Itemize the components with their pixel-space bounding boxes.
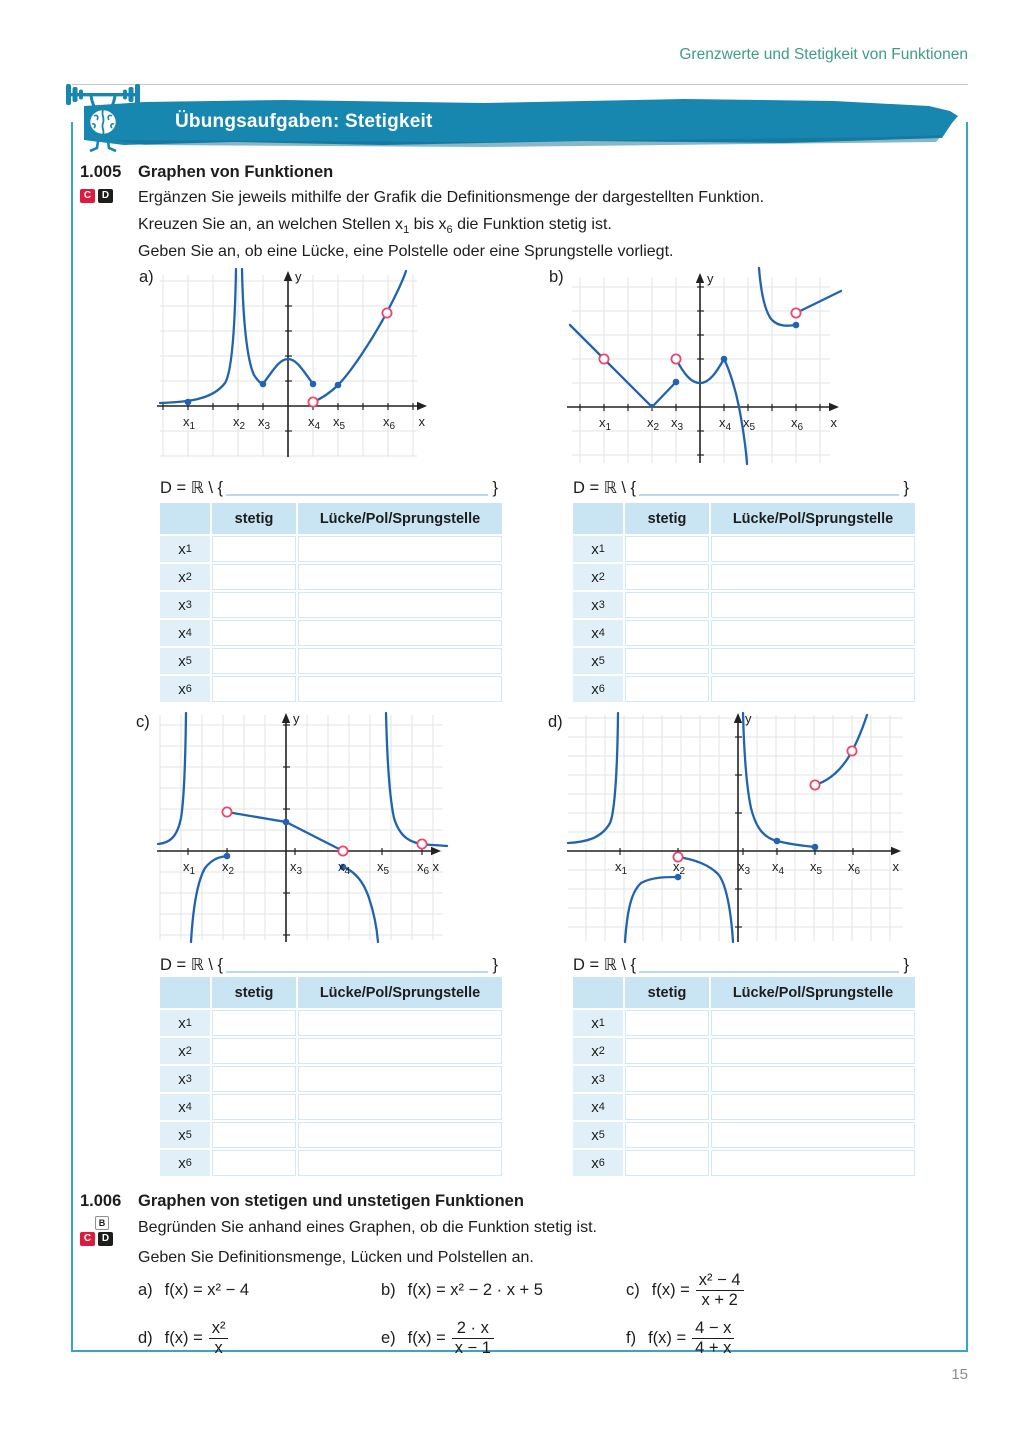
table-row bbox=[160, 564, 502, 590]
row-label: x 1 bbox=[573, 1010, 623, 1036]
function-graph-a bbox=[155, 265, 440, 465]
open-point bbox=[222, 807, 231, 816]
answer-cell-type[interactable] bbox=[298, 564, 502, 590]
formula-item-b bbox=[381, 1281, 626, 1300]
definition-set-line: D = ℝ \ { } bbox=[573, 478, 909, 497]
function-curve bbox=[570, 325, 676, 407]
open-point bbox=[338, 846, 347, 855]
formula-item-d bbox=[138, 1320, 381, 1358]
row-label: x 2 bbox=[160, 564, 210, 590]
table-header-row bbox=[160, 503, 502, 534]
instruction-line: Geben Sie an, ob eine Lücke, eine Polstelle oder eine Sprungstelle vorliegt. bbox=[138, 243, 674, 260]
row-label: x 3 bbox=[160, 592, 210, 618]
table-row bbox=[573, 1066, 915, 1092]
x-tick-label: $x_1$ bbox=[599, 415, 612, 433]
row-label: x 5 bbox=[160, 1122, 210, 1148]
row-label: x 6 bbox=[573, 1150, 623, 1176]
fraction: $\frac{\text{x² − 4}}{x + 2}$ bbox=[696, 1272, 744, 1310]
answer-cell-stetig[interactable] bbox=[625, 1094, 709, 1120]
function-curve bbox=[796, 291, 841, 313]
row-label: x 4 bbox=[573, 620, 623, 646]
graph-d-label: d) bbox=[548, 713, 563, 731]
answer-cell-stetig[interactable] bbox=[625, 1038, 709, 1064]
table-row bbox=[160, 1150, 502, 1176]
brain-weightlifter-icon bbox=[60, 80, 146, 162]
open-point bbox=[810, 780, 819, 789]
filled-point bbox=[335, 382, 342, 389]
table-row bbox=[573, 1122, 915, 1148]
formula-expression: f(x) = bbox=[651, 1281, 690, 1300]
x-tick-label: $x_1$ bbox=[183, 859, 196, 877]
function-curve bbox=[743, 713, 815, 847]
answer-cell-type[interactable] bbox=[711, 1150, 915, 1176]
answer-cell-stetig[interactable] bbox=[212, 676, 296, 702]
formula-item-f bbox=[626, 1320, 856, 1358]
table-row bbox=[573, 1038, 915, 1064]
table-row bbox=[573, 676, 915, 702]
badge-d: D bbox=[98, 1232, 113, 1246]
table-header-row bbox=[573, 977, 915, 1008]
formula-expression: f(x) = x² − 4 bbox=[164, 1281, 250, 1300]
function-curve bbox=[242, 269, 313, 384]
x-tick-label: $x_6$ bbox=[417, 859, 430, 877]
table-row bbox=[160, 1094, 502, 1120]
formula-label: b) bbox=[381, 1281, 396, 1300]
table-header-cell bbox=[160, 977, 210, 1008]
filled-point bbox=[673, 379, 680, 386]
answer-cell-type[interactable] bbox=[298, 1038, 502, 1064]
row-label: x 5 bbox=[573, 648, 623, 674]
y-axis-label: y bbox=[295, 269, 302, 284]
answer-cell-stetig[interactable] bbox=[212, 1150, 296, 1176]
x-tick-label: $x_4$ bbox=[338, 859, 351, 877]
table-header-cell: stetig bbox=[212, 503, 296, 534]
difficulty-badges bbox=[80, 185, 116, 203]
answer-table-a bbox=[160, 503, 502, 704]
x-tick-label: $x_1$ bbox=[183, 414, 196, 432]
open-point bbox=[671, 354, 680, 363]
table-row bbox=[160, 1122, 502, 1148]
table-row bbox=[160, 676, 502, 702]
y-axis-label: y bbox=[293, 711, 300, 726]
table-row bbox=[160, 592, 502, 618]
filled-point bbox=[310, 381, 317, 388]
x-tick-label: $x_2$ bbox=[233, 414, 246, 432]
table-header-cell bbox=[160, 503, 210, 534]
definition-set-line: D = ℝ \ { } bbox=[573, 955, 909, 974]
x-tick-label: $x_6$ bbox=[791, 415, 804, 433]
definition-set-line: D = ℝ \ { } bbox=[160, 955, 498, 974]
formula-label: a) bbox=[138, 1281, 153, 1300]
answer-cell-type[interactable] bbox=[711, 1010, 915, 1036]
function-curve bbox=[568, 713, 618, 843]
x-tick-label: $x_6$ bbox=[848, 859, 861, 877]
x-axis-label: x bbox=[892, 859, 899, 874]
row-label: x 6 bbox=[160, 1150, 210, 1176]
x-tick-label: $x_5$ bbox=[743, 415, 756, 433]
answer-table-c bbox=[160, 977, 502, 1178]
filled-point bbox=[185, 399, 192, 406]
x-tick-label: $x_5$ bbox=[333, 414, 346, 432]
table-header-cell: stetig bbox=[625, 503, 709, 534]
formula-label: c) bbox=[626, 1281, 640, 1300]
table-header-cell bbox=[573, 503, 623, 534]
answer-cell-stetig[interactable] bbox=[212, 1122, 296, 1148]
formula-label: d) bbox=[138, 1328, 153, 1347]
x-tick-label: $x_5$ bbox=[377, 859, 390, 877]
formula-label: f) bbox=[626, 1328, 637, 1347]
function-curve bbox=[676, 359, 747, 464]
formula-expression: f(x) = x² − 2 · x + 5 bbox=[407, 1281, 543, 1300]
answer-cell-stetig[interactable] bbox=[212, 1010, 296, 1036]
formula-item-e bbox=[381, 1320, 626, 1358]
row-label: x 2 bbox=[573, 564, 623, 590]
x-tick-label: $x_6$ bbox=[383, 414, 396, 432]
row-label: x 2 bbox=[573, 1038, 623, 1064]
table-row bbox=[573, 1010, 915, 1036]
definition-set-blank[interactable] bbox=[639, 477, 899, 496]
row-label: x 4 bbox=[573, 1094, 623, 1120]
function-graph-d bbox=[565, 710, 915, 945]
exercise-title: Graphen von stetigen und unstetigen Funktionen bbox=[138, 1192, 524, 1210]
exercise-title: Graphen von Funktionen bbox=[138, 163, 334, 181]
row-label: x 1 bbox=[160, 536, 210, 562]
row-label: x 3 bbox=[573, 592, 623, 618]
answer-cell-type[interactable] bbox=[711, 620, 915, 646]
table-header-cell: Lücke/Pol/Sprungstelle bbox=[711, 503, 915, 534]
answer-cell-type[interactable] bbox=[711, 1066, 915, 1092]
formula-item-c bbox=[626, 1272, 856, 1310]
x-tick-label: $x_2$ bbox=[673, 859, 686, 877]
banner-title: Übungsaufgaben: Stetigkeit bbox=[175, 111, 433, 132]
definition-set-blank[interactable] bbox=[639, 954, 899, 973]
table-header-cell bbox=[573, 977, 623, 1008]
row-label: x 1 bbox=[573, 536, 623, 562]
answer-cell-type[interactable] bbox=[298, 1122, 502, 1148]
x-axis-label: x bbox=[830, 415, 837, 430]
table-row bbox=[573, 1094, 915, 1120]
definition-set-suffix: } bbox=[492, 478, 498, 497]
table-row bbox=[573, 1150, 915, 1176]
answer-cell-type[interactable] bbox=[711, 592, 915, 618]
answer-cell-type[interactable] bbox=[298, 1094, 502, 1120]
row-label: x 3 bbox=[160, 1066, 210, 1092]
function-graph-c bbox=[155, 710, 450, 945]
badge-c: C bbox=[80, 189, 95, 203]
open-point bbox=[382, 308, 391, 317]
exercise-number: 1.005 bbox=[80, 163, 122, 181]
table-row bbox=[573, 592, 915, 618]
definition-set-blank[interactable] bbox=[226, 477, 488, 496]
function-curve bbox=[386, 713, 447, 846]
filled-point bbox=[721, 356, 728, 363]
y-axis-label: y bbox=[745, 711, 752, 726]
formula-expression: f(x) = bbox=[164, 1328, 203, 1347]
x-tick-label: $x_4$ bbox=[308, 414, 321, 432]
answer-cell-stetig[interactable] bbox=[625, 536, 709, 562]
definition-set-prefix: D = ℝ \ { bbox=[160, 478, 224, 497]
answer-cell-stetig[interactable] bbox=[625, 1122, 709, 1148]
badge-b: B bbox=[95, 1213, 112, 1231]
table-header-row bbox=[573, 503, 915, 534]
x-tick-label: $x_5$ bbox=[810, 859, 823, 877]
answer-cell-stetig[interactable] bbox=[212, 620, 296, 646]
formula-expression: f(x) = bbox=[648, 1328, 687, 1347]
row-label: x 6 bbox=[573, 676, 623, 702]
table-header-cell: Lücke/Pol/Sprungstelle bbox=[298, 977, 502, 1008]
answer-cell-stetig[interactable] bbox=[212, 1038, 296, 1064]
answer-cell-stetig[interactable] bbox=[625, 620, 709, 646]
function-curve bbox=[158, 713, 186, 844]
header-rule bbox=[72, 84, 968, 85]
open-point bbox=[599, 354, 608, 363]
answer-cell-stetig[interactable] bbox=[625, 564, 709, 590]
filled-point bbox=[283, 819, 290, 826]
answer-cell-type[interactable] bbox=[711, 648, 915, 674]
function-curve bbox=[343, 867, 378, 942]
answer-cell-stetig[interactable] bbox=[212, 564, 296, 590]
formula-list bbox=[138, 1272, 948, 1367]
graph-c-label: c) bbox=[136, 713, 150, 731]
x-tick-label: $x_3$ bbox=[671, 415, 684, 433]
filled-point bbox=[793, 322, 800, 329]
x-tick-label: $x_3$ bbox=[290, 859, 303, 877]
x-tick-label: $x_3$ bbox=[738, 859, 751, 877]
definition-set-blank[interactable] bbox=[226, 954, 488, 973]
y-axis-label: y bbox=[707, 271, 714, 286]
exercise-number: 1.006 bbox=[80, 1192, 122, 1210]
fraction: $\frac{4 - x}{4 + x}$ bbox=[692, 1320, 734, 1358]
answer-cell-type[interactable] bbox=[298, 536, 502, 562]
open-point bbox=[308, 397, 317, 406]
answer-cell-type[interactable] bbox=[298, 676, 502, 702]
function-curve bbox=[625, 877, 678, 942]
page-number: 15 bbox=[951, 1366, 968, 1383]
answer-cell-stetig[interactable] bbox=[625, 648, 709, 674]
table-row bbox=[160, 1066, 502, 1092]
x-axis-label: x bbox=[418, 414, 425, 429]
table-row bbox=[573, 536, 915, 562]
instruction-line: Begründen Sie anhand eines Graphen, ob die Funktion stetig ist. bbox=[138, 1219, 597, 1236]
answer-cell-stetig[interactable] bbox=[212, 648, 296, 674]
answer-cell-type[interactable] bbox=[298, 648, 502, 674]
answer-cell-type[interactable] bbox=[298, 1010, 502, 1036]
answer-cell-stetig[interactable] bbox=[212, 1066, 296, 1092]
answer-cell-stetig[interactable] bbox=[625, 1150, 709, 1176]
graph-a-label: a) bbox=[139, 268, 154, 286]
answer-cell-type[interactable] bbox=[298, 1150, 502, 1176]
table-row bbox=[160, 1010, 502, 1036]
table-row bbox=[573, 648, 915, 674]
table-header-cell: Lücke/Pol/Sprungstelle bbox=[711, 977, 915, 1008]
x-tick-label: $x_2$ bbox=[222, 859, 235, 877]
graph-b-label: b) bbox=[549, 268, 564, 286]
answer-cell-stetig[interactable] bbox=[212, 1094, 296, 1120]
answer-cell-stetig[interactable] bbox=[625, 1066, 709, 1092]
filled-point bbox=[260, 381, 267, 388]
row-label: x 5 bbox=[573, 1122, 623, 1148]
table-row bbox=[160, 620, 502, 646]
x-tick-label: $x_1$ bbox=[615, 859, 628, 877]
x-tick-label: $x_3$ bbox=[258, 414, 271, 432]
row-label: x 6 bbox=[160, 676, 210, 702]
fraction: $\frac{\text{x²}}{x}$ bbox=[209, 1320, 229, 1358]
answer-cell-stetig[interactable] bbox=[625, 676, 709, 702]
table-header-cell: stetig bbox=[625, 977, 709, 1008]
answer-cell-stetig[interactable] bbox=[625, 592, 709, 618]
x-tick-label: $x_4$ bbox=[772, 859, 785, 877]
row-label: x 5 bbox=[160, 648, 210, 674]
table-header-row bbox=[160, 977, 502, 1008]
table-row bbox=[573, 620, 915, 646]
row-label: x 4 bbox=[160, 620, 210, 646]
answer-cell-type[interactable] bbox=[298, 592, 502, 618]
formula-expression: f(x) = bbox=[407, 1328, 446, 1347]
x-tick-label: $x_4$ bbox=[719, 415, 732, 433]
badge-d: D bbox=[98, 189, 113, 203]
answer-cell-type[interactable] bbox=[711, 1038, 915, 1064]
row-label: x 3 bbox=[573, 1066, 623, 1092]
answer-cell-type[interactable] bbox=[711, 1122, 915, 1148]
x-axis-label: x bbox=[432, 859, 439, 874]
row-label: x 1 bbox=[160, 1010, 210, 1036]
answer-cell-type[interactable] bbox=[711, 676, 915, 702]
function-curve bbox=[313, 271, 406, 402]
answer-cell-type[interactable] bbox=[298, 620, 502, 646]
open-point bbox=[791, 308, 800, 317]
table-header-cell: stetig bbox=[212, 977, 296, 1008]
badge-c: C bbox=[80, 1232, 95, 1246]
table-row bbox=[160, 536, 502, 562]
function-curve bbox=[759, 268, 796, 326]
difficulty-badges bbox=[80, 1228, 116, 1246]
answer-table-b bbox=[573, 503, 915, 704]
instruction-line: Kreuzen Sie an, an welchen Stellen $x_1$ bis $x_6$ die Funktion stetig ist. bbox=[138, 216, 612, 237]
filled-point bbox=[812, 844, 819, 851]
answer-table-d bbox=[573, 977, 915, 1178]
instruction-line: Geben Sie Definitionsmenge, Lücken und Polstellen an. bbox=[138, 1249, 534, 1266]
table-header-cell: Lücke/Pol/Sprungstelle bbox=[298, 503, 502, 534]
open-point bbox=[417, 839, 426, 848]
answer-cell-type[interactable] bbox=[711, 1094, 915, 1120]
function-curve bbox=[160, 269, 236, 403]
formula-item-a bbox=[138, 1281, 381, 1300]
open-point bbox=[847, 746, 856, 755]
filled-point bbox=[774, 838, 781, 845]
x-tick-label: $x_2$ bbox=[647, 415, 660, 433]
table-row bbox=[160, 648, 502, 674]
formula-label: e) bbox=[381, 1328, 396, 1347]
table-row bbox=[573, 564, 915, 590]
row-label: x 4 bbox=[160, 1094, 210, 1120]
instruction-line: Ergänzen Sie jeweils mithilfe der Grafik die Definitionsmenge der dargestellten Funktion. bbox=[138, 189, 765, 206]
row-label: x 2 bbox=[160, 1038, 210, 1064]
table-row bbox=[160, 1038, 502, 1064]
answer-cell-stetig[interactable] bbox=[212, 592, 296, 618]
answer-cell-stetig[interactable] bbox=[212, 536, 296, 562]
answer-cell-type[interactable] bbox=[711, 564, 915, 590]
answer-cell-stetig[interactable] bbox=[625, 1010, 709, 1036]
answer-cell-type[interactable] bbox=[298, 1066, 502, 1092]
function-graph-b bbox=[565, 265, 850, 465]
fraction: $\frac{2 \cdot x}{x - 1}$ bbox=[452, 1320, 494, 1358]
definition-set-line bbox=[160, 477, 498, 498]
chapter-header: Grenzwerte und Stetigkeit von Funktionen bbox=[679, 46, 968, 63]
answer-cell-type[interactable] bbox=[711, 536, 915, 562]
